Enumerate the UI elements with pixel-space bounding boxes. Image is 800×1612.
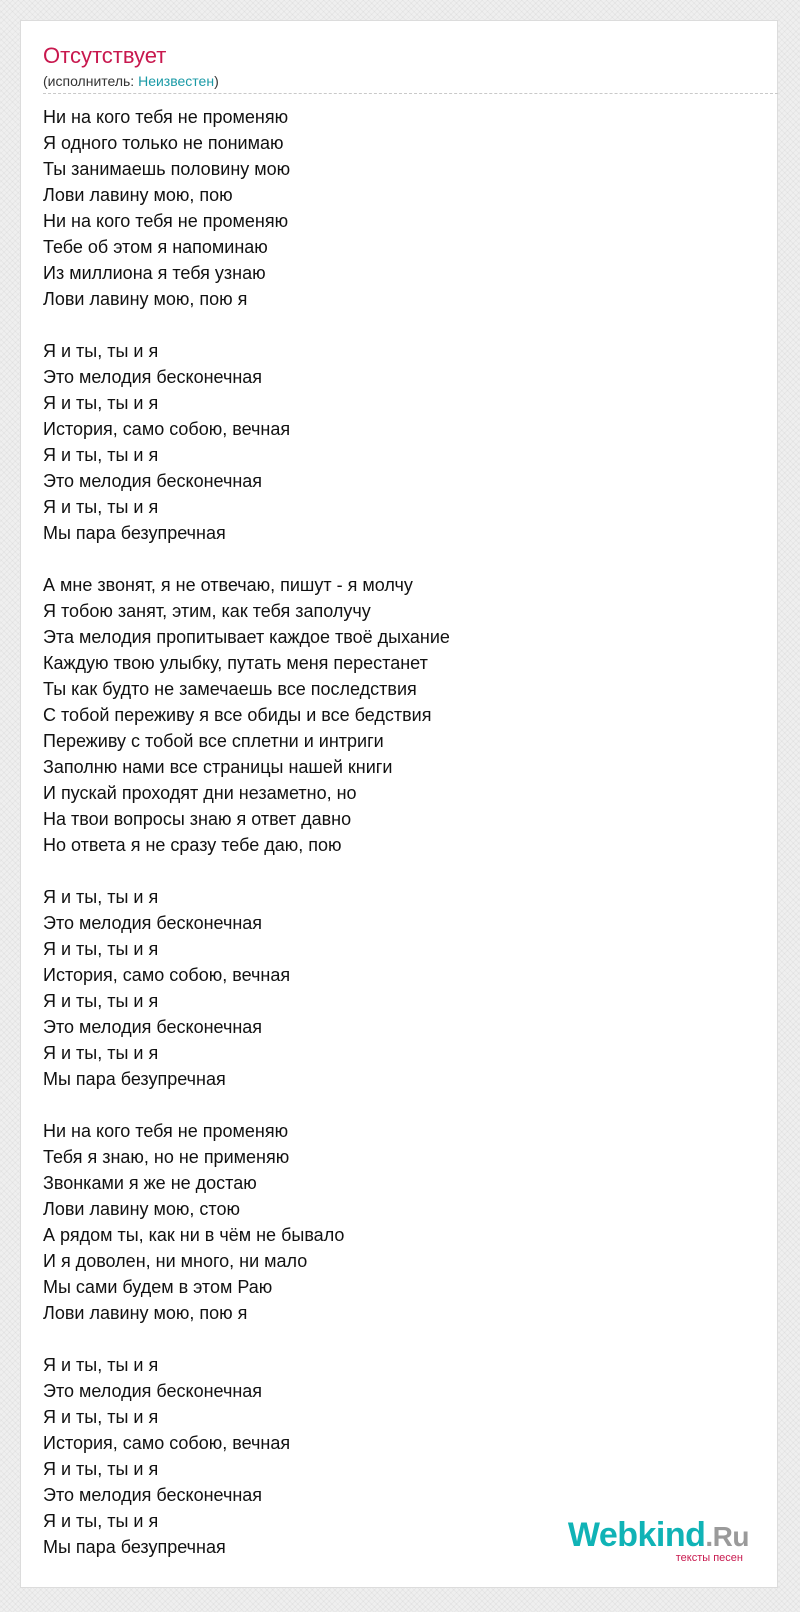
- lyric-line: Звонками я же не достаю: [43, 1173, 257, 1193]
- lyric-line: Лови лавину мою, пою: [43, 185, 233, 205]
- lyric-line: Из миллиона я тебя узнаю: [43, 263, 266, 283]
- lyrics-verse: [43, 572, 743, 858]
- lyric-line: Это мелодия бесконечная: [43, 471, 263, 491]
- lyric-line: Мы сами будем в этом Раю: [43, 1277, 273, 1297]
- lyric-line: Лови лавину мою, пою я: [43, 1303, 248, 1323]
- lyric-line: На твои вопросы знаю я ответ давно: [43, 809, 352, 829]
- lyric-line: Переживу с тобой все сплетни и интриги: [43, 731, 384, 751]
- site-logo[interactable]: [543, 1516, 749, 1564]
- lyric-line: Ни на кого тебя не променяю: [43, 211, 289, 231]
- lyric-line: Я и ты, ты и я: [43, 393, 159, 413]
- lyric-line: Это мелодия бесконечная: [43, 1017, 263, 1037]
- lyric-line: Мы пара безупречная: [43, 523, 226, 543]
- lyric-line: Я и ты, ты и я: [43, 1407, 159, 1427]
- lyric-line: Я одного только не понимаю: [43, 133, 284, 153]
- lyrics-verse: [43, 1118, 743, 1326]
- lyric-line: Мы пара безупречная: [43, 1069, 226, 1089]
- song-title: Отсутствует: [43, 43, 167, 68]
- lyric-line: А мне звонят, я не отвечаю, пишут - я молчу: [43, 575, 413, 595]
- artist-line: [43, 72, 219, 90]
- lyric-line: Лови лавину мою, пою я: [43, 289, 248, 309]
- lyric-line: Ни на кого тебя не променяю: [43, 1121, 289, 1141]
- lyric-line: И я доволен, ни много, ни мало: [43, 1251, 308, 1271]
- logo-tld: .Ru: [705, 1521, 749, 1552]
- lyric-line: Я и ты, ты и я: [43, 1355, 159, 1375]
- lyrics-verse: [43, 338, 743, 546]
- logo-tagline: тексты песен: [675, 1552, 743, 1564]
- lyric-line: Это мелодия бесконечная: [43, 1485, 263, 1505]
- lyric-line: С тобой переживу я все обиды и все бедствия: [43, 705, 432, 725]
- lyrics-verse: [43, 884, 743, 1092]
- lyric-line: Мы пара безупречная: [43, 1537, 226, 1557]
- lyric-line: История, само собою, вечная: [43, 419, 291, 439]
- artist-prefix: (исполнитель:: [43, 73, 139, 89]
- lyrics-card: [20, 20, 778, 1588]
- lyric-line: Ни на кого тебя не променяю: [43, 107, 289, 127]
- logo-brand: Webkind: [567, 1516, 706, 1554]
- lyric-line: Лови лавину мою, стою: [43, 1199, 240, 1219]
- lyric-line: История, само собою, вечная: [43, 1433, 291, 1453]
- lyric-line: Но ответа я не сразу тебе даю, пою: [43, 835, 342, 855]
- lyric-line: Тебя я знаю, но не применяю: [43, 1147, 290, 1167]
- lyric-line: История, само собою, вечная: [43, 965, 291, 985]
- lyric-line: Я и ты, ты и я: [43, 939, 159, 959]
- lyric-line: Эта мелодия пропитывает каждое твоё дыхание: [43, 627, 450, 647]
- lyrics-verse: [43, 104, 743, 312]
- lyric-line: Я и ты, ты и я: [43, 341, 159, 361]
- lyric-line: Я и ты, ты и я: [43, 445, 159, 465]
- lyric-line: Ты занимаешь половину мою: [43, 159, 291, 179]
- lyric-line: Это мелодия бесконечная: [43, 913, 263, 933]
- lyric-line: Тебе об этом я напоминаю: [43, 237, 268, 257]
- lyric-line: Я и ты, ты и я: [43, 1043, 159, 1063]
- lyric-line: Это мелодия бесконечная: [43, 1381, 263, 1401]
- lyric-line: Я и ты, ты и я: [43, 887, 159, 907]
- lyric-line: Заполню нами все страницы нашей книги: [43, 757, 393, 777]
- lyric-line: Я тобою занят, этим, как тебя заполучу: [43, 601, 371, 621]
- logo-wordmark: [568, 1516, 749, 1556]
- lyric-line: Я и ты, ты и я: [43, 991, 159, 1011]
- header-divider: [43, 93, 778, 94]
- lyric-line: Это мелодия бесконечная: [43, 367, 263, 387]
- lyric-line: Я и ты, ты и я: [43, 1511, 159, 1531]
- lyrics-body: [43, 104, 743, 1586]
- artist-link[interactable]: Неизвестен: [138, 73, 215, 89]
- lyric-line: Я и ты, ты и я: [43, 1459, 159, 1479]
- lyric-line: Ты как будто не замечаешь все последствия: [43, 679, 417, 699]
- lyric-line: Каждую твою улыбку, путать меня перестанет: [43, 653, 428, 673]
- artist-suffix: ): [214, 73, 219, 89]
- lyric-line: А рядом ты, как ни в чём не бывало: [43, 1225, 345, 1245]
- lyric-line: И пускай проходят дни незаметно, но: [43, 783, 357, 803]
- lyric-line: Я и ты, ты и я: [43, 497, 159, 517]
